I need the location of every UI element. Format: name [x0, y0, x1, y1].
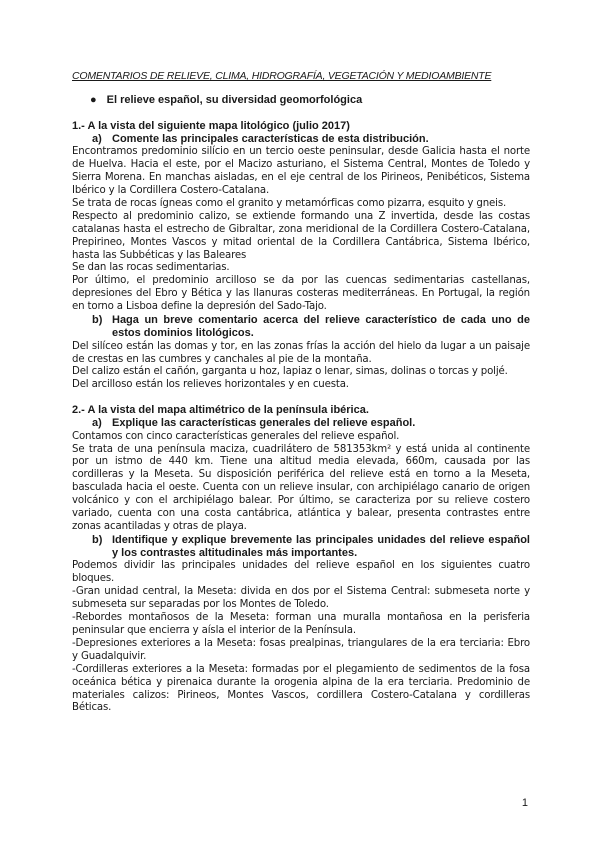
paragraph: Se dan las rocas sedimentarias.: [72, 262, 230, 274]
question-1-heading: 1.- A la vista del siguiente mapa litológico (julio 2017): [72, 120, 350, 132]
question-2a: [92, 417, 530, 430]
paragraph: Podemos dividir las principales unidades del relieve español en los siguientes cuatro bloques.: [72, 560, 530, 585]
question-2-heading: 2.- A la vista del mapa altimétrico de la península ibérica.: [72, 404, 369, 417]
paragraph: Del arcilloso están los relieves horizontales y en cuesta.: [72, 379, 349, 391]
paragraph: Del calizo están el cañón, garganta u hoz, lapiaz o lenar, simas, dolinas o torcas y poljé.: [72, 366, 508, 378]
question-2b-label: b): [92, 533, 103, 546]
question-2b-text: Identifique y explique brevemente las principales unidades del relieve español y los contrastes altitudinales más importantes.: [112, 533, 530, 560]
question-1b: [92, 314, 530, 341]
paragraph: Del silíceo están las domas y tor, en las zonas frías la acción del hielo da lugar a un paisaje de crestas en las cumbres y canchales al pie de la montaña.: [72, 340, 530, 365]
question-1a-text: Comente las principales características de esta distribución.: [112, 133, 429, 145]
question-2a-label: a): [92, 417, 102, 430]
paragraph: Contamos con cinco características generales del relieve español.: [72, 430, 400, 442]
question-1b-text: Haga un breve comentario acerca del relieve característico de cada uno de estos dominios litológicos.: [112, 314, 530, 340]
question-1b-label: b): [92, 314, 103, 327]
bullet-heading-text: El relieve español, su diversidad geomorfológica: [106, 94, 363, 106]
paragraph: -Rebordes montañosos de la Meseta: forman una muralla montañosa en la perisferia peninsular que encierra y aísla el interior de la Península.: [72, 612, 530, 636]
document-title: COMENTARIOS DE RELIEVE, CLIMA, HIDROGRAFÍA, VEGETACIÓN Y MEDIOAMBIENTE: [72, 70, 492, 82]
paragraph: -Gran unidad central, la Meseta: divida en dos por el Sistema Central: submeseta norte y submeseta sur separadas por los Montes de Toledo.: [72, 586, 530, 611]
bullet-icon: ●: [90, 94, 97, 106]
paragraph: -Depresiones exteriores a la Meseta: fosas prealpinas, triangulares de la era terciaria: Ebro y Guadalquivir.: [72, 637, 530, 662]
section-bullet-heading: [90, 94, 530, 106]
page-number: 1: [521, 797, 528, 809]
paragraph: Por último, el predominio arcilloso se da por las cuencas sedimentarias castellanas, depresiones del Ebro y Bética y las llanuras costeras mediterráneas. En Portugal, la región en torno a Lisboa define la depresión del Sado-Tajo.: [72, 275, 530, 313]
paragraph: -Cordilleras exteriores a la Meseta: formadas por el plegamiento de sedimentos de la fosa oceánica bética y pirenaica durante la orogenia alpina de la era terciaria. Predominio de materiales calizos: Pirineos, Montes Vascos, cordillera Costero-Catalana y cordilleras Béticas.: [72, 663, 530, 714]
question-1a-label: a): [92, 133, 102, 145]
question-2b: [92, 534, 530, 561]
document-page: [72, 70, 530, 715]
paragraph: Se trata de rocas ígneas como el granito y metamórficas como pizarra, esquito y gneis.: [72, 197, 507, 209]
paragraph: Respecto al predominio calizo, se extiende formando una Z invertida, desde las costas catalanas hasta el estrecho de Gibraltar, zona meridional de la Cordillera Costero-Catalana, Prepirineo, Montes Vascos y mitad oriental de la Cordillera Cantábrica, Sistema Ibérico, hasta las Subbéticas y las Baleares: [72, 210, 530, 261]
section-gap: [72, 392, 530, 404]
question-1a: [92, 133, 530, 146]
question-2a-text: Explique las características generales del relieve español.: [112, 417, 416, 430]
paragraph: Se trata de una península maciza, cuadrilátero de 581353km² y está unida al continente por un istmo de 440 km. Tiene una altitud media elevada, 660m, causada por las cordilleras y la Meseta. Su disposición periférica del relieve está en torno a la Meseta, basculada hacia el oeste. Cuenta con un relieve insular, con archipiélago canario de origen volcánico y con el archipiélago balear. Por último, se caracteriza por su relieve costero variado, cuenta con una costa cantábrica, atlántica y balear, presenta contrastes entre zonas acantiladas y otras de playa.: [72, 443, 530, 532]
paragraph: Encontramos predominio silício en un tercio oeste peninsular, desde Galicia hasta el norte de Huelva. Hacia el este, por el Macizo asturiano, el Sistema Central, Montes de Toledo y Sierra Morena. En manchas aisladas, en el eje central de los Pirineos, Penibéticos, Sistema Ibérico y la Cordillera Costero-Catalana.: [72, 146, 530, 197]
